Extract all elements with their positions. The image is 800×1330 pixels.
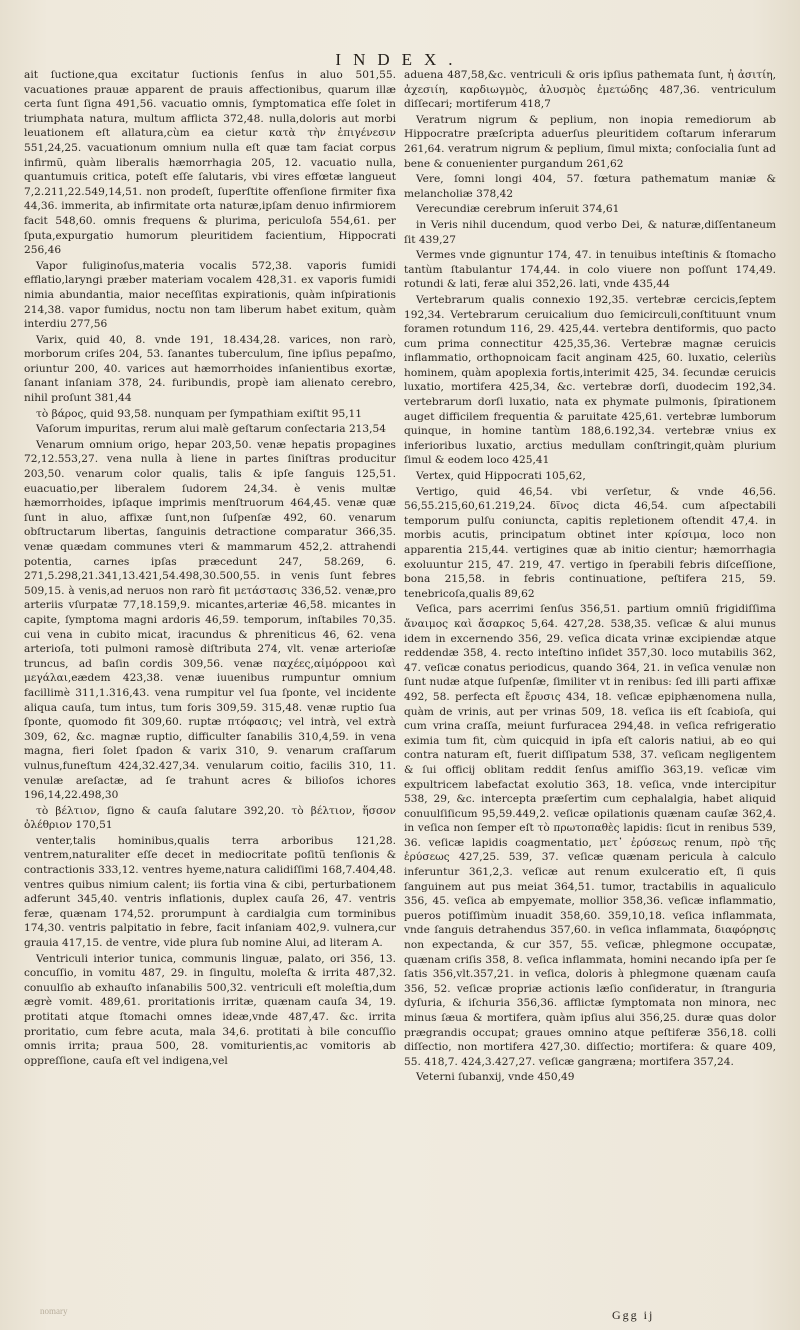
index-entry: Vermes vnde gignuntur 174, 47. in tenuibus inteſtinis & ſtomacho tantùm ſtabulantur 174,44. in colo viuere non poſſunt 174,49. rotundi & lati, feræ alui 352,26. lati, vnde 435,44 (404, 249, 776, 291)
index-entry: Veratrum nigrum & peplium, non inopia remediorum ab Hippocratre præſcripta aduerſus pleuritidem coſtarum inferarum 261,64. veratrum nigrum & peplium, ſimul mixta; conſocialia ſunt ad bene & conuenienter purgandum 261,62 (404, 113, 776, 170)
index-entry: τὸ βέλτιον, ſigno & cauſa ſalutare 392,20. τὸ βέλτιον, ἥσσον ὀλέθριον 170,51 (24, 804, 396, 832)
index-entry: ait ſuctione,qua excitatur ſuctionis ſenſus in aluo 501,55. vacuationes prauæ apparent de prauis affectionibus, quarum illæ certa ſunt ſigna 491,56. vacuatio omnis, ſymptomatica eſſe ſolet in triumphata natura, multum afflicta 372,48. nulla,doloris aut morbi leuationem eſt allatura,cùm ea cietur κατὰ τὴν ἐπιγένεσιν 551,24,25. vacuationum omnium nulla eſt quæ tam faciat corpus infirmũ, quàm liberalis hæmorrhagia 205, 12. vacuatio nulla, quantumuis critica, poteſt eſſe ſalutaris, vbi vires effœtæ langueut 7,2.211,22.549,14,51. non prodeſt, ſuperſtite offenſione firmiter fixa 44,36. immerita, ab infirmitate orta naturæ,ipſam denuo infirmiorem facit 548,60. omnis frequens & plurima, periculoſa 554,61. per ſputa,expurgatio humorum pleuritidem facientium, Hippocrati 256,46 (24, 69, 396, 257)
index-entry: Veterni ſubanxij, vnde 450,49 (416, 1071, 575, 1084)
index-entry: Vertigo, quid 46,54. vbi verſetur, & vnde 46,56. 56,55.215,60,61.219,24. δῖνος dicta 46,54. cum aſpectabili temporum pulſu coniuncta, capitis repletionem oſtendit 47,4. in morbis acutis, principatum obtinet inter κρίσιμα, loco non apparentia 215,44. vertigines quæ ab initio cientur; hæmorrhagia exoluuntur 215, 47. 219, 47. vertigo in ſperabili febris diſceſſione, bona 215,58. in febris continuatione, peſtifera 215, 59. tenebricoſa,qualis 89,62 (404, 485, 776, 600)
index-entry: aduena 487,58,&c. ventriculi & oris ipſius pathemata ſunt, ἡ ἀσιτίη, ἀχεσιίη, καρδιωγμὸς, ἀλυσμὸς ἐμετώδης 487,36. ventriculum diſſecari; mortiferum 418,7 (404, 69, 776, 111)
index-entry: Vapor fuliginoſus,materia vocalis 572,38. vaporis fumidi efflatio,laryngi præber materiam vocalem 428,31. ex vaporis fumidi nimia abundantia, maior neceſſitas expirationis, quàm inſpirationis 214,38. vapor fumidus, noctu non tam liberum habet exitum, quàm interdiu 277,56 (24, 259, 396, 331)
index-entry: Vertex, quid Hippocrati 105,62, (416, 470, 586, 483)
index-entry: Venarum omnium origo, hepar 203,50. venæ hepatis propagines 72,12.553,27. vena nulla à liene in partes ſiniſtras producitur 203,50. venarum color qualis, talis & ipſe ſanguis 125,51. euacuatio,per liberalem ſudorem 24,34. è venis multæ hæmorrhoides, ipſaque imprimis menſtruorum 464,45. venæ quæ ſunt in aluo, affixæ ſunt,non ſuſpenſæ 492, 60. venarum obſtructarum libertas, ſanguinis detractione comparatur 366,35. venæ quædam communes vteri & mammarum 452,2. attrahendi potentia, carnes ipſas præcedunt 247, 58.269, 6. 271,5.298,21.341,13.421,54.498,30.500,55. in venis ſunt febres 509,15. à venis,ad neruos non rarò fit μετάστασις 336,52. venæ,pro arteriis vſurpatæ 77,18.159,9. micantes,arteriæ 46,58. micantes in capite, ſymptoma magni ardoris 46,59. temporum, inſtabiles 70,35. cui vena in cubito micat, iracundus & phreniticus 46, 62. vena arterioſa, toti pulmoni ramosè diſtributa 274, vlt. venæ arterioſæ truncus, ad baſin cordis 309,56. venæ παχέες,αἱμόρροοι καὶ μεγάλαι,eædem 423,38. venæ iuuenibus rumpuntur omnium facillimè 311,1.316,43. vena rumpitur vel ſua ſponte, vel incidente aliqua cauſa, tum intus, tum foris 309,59. 315,48. venæ ruptio ſua ſponte, quomodo fit 309,60. ruptæ πτόφασις; vel intrà, vel extrà 309, 62, &c. magnæ ruptio, difficulter ſanabilis 310,4,59. in vena magna, fieri ſolet ſpadon & varix 310, 9. venarum craſſarum vulnus,funeſtum 424,32.427,34. venularum coitio, facilis 310, 11. venulæ areſactæ, ad ſe trahunt acres & bilioſos ichores 196,14,22.498,30 (24, 438, 396, 802)
index-entry: τὸ βάρος, quid 93,58. nunquam per ſympathiam exiſtit 95,11 (36, 407, 363, 420)
index-entry: Vere, ſomni longi 404, 57. fœtura pathematum maniæ & melancholiæ 378,42 (404, 173, 776, 200)
right-column (404, 68, 776, 1308)
index-entry: in Veris nihil ducendum, quod verbo Dei, & naturæ,diſſentaneum ſit 439,27 (404, 218, 776, 246)
index-entry: Vaſorum impuritas, rerum alui malè geſtarum conſectaria 213,54 (36, 423, 387, 436)
stamp-mark: nomary (40, 1306, 68, 1316)
signature-mark: Ggg ij (612, 1308, 655, 1322)
index-entry: Verecundiæ cerebrum inſeruit 374,61 (416, 203, 620, 216)
left-column (24, 68, 396, 1308)
page-header: INDEX. (335, 50, 465, 69)
index-entry: Ventriculi interior tunica, communis linguæ, palato, ori 356, 13. concuſſio, in vomitu 487, 29. in ſingultu, moleſta & irrita 487,32. conuulſio ab exhauſto inſanabilis 500,32. ventriculi eſt moleſtia,dum ægrè vomit. 489,61. proritationis irritæ, quænam cauſa 34, 19. protitati atque ſtomachi omnes ideæ,vnde 487,47. &c. irrita proritatio, cum febre acuta, mala 34,6. protitati à bile concuſſio omnis irrita; praua 500, 28. vomiturientis,ac vomitoris ab oppreſſione, cauſa eſt vel indigena,vel (24, 952, 396, 1067)
index-entry: venter,talis hominibus,qualis terra arboribus 121,28. ventrem,naturaliter eſſe decet in mediocritate poſitũ tenſionis & contractionis 333,12. ventres hyeme,natura calidiſſimi 168,7.404,48. ventres quibus nimium calent; iis fortia vina & cibi, perturbationem adferunt 345,40. ventris inflationis, duplex cauſa 26, 47. ventris feræ, quænam 174,52. prorumpunt à cardialgia cum torminibus 174,30. ventris palpitatio in febre, facit inſaniam 402,9. vulnera,cur grauia 417,15. de ventre, vide plura ſub nomine Alui, ad literam A. (24, 834, 396, 950)
index-entry: Veſica, pars acerrimi ſenſus 356,51. partium omniũ frigidiſſima ἄναιμος καὶ ἄσαρκος 5,64. 427,28. 538,35. veſicæ & alui munus idem in excernendo 356, 29. veſica dicata vrinæ excipiendæ atque reddendæ 358, 4. recto inteſtino inſidet 357,30. loco mutabilis 362, 47. veſicæ conatus periodicus, quando 364, 21. in veſica venulæ non ſunt nudæ atque ſuſpenſæ, ſimiliter vt in renibus: ſed illi parti affixæ 492, 58. perfecta eſt ἔρυσις 434, 18. veſicæ epiphænomena nulla, quàm de vrinis, aut per vrinas 509, 18. veſica iis eſt ſcabioſa, qui cum vrina craſſa, meiunt furfuracea 294,48. in veſica refrigeratio eximia tum fit, cùm quicquid in ipſa eſt caloris natiui, ab eo qui contra naturam eſt, fuerit diſſipatum 538, 37. veſicam negligentem & ſui officij oblitam reddit ſenſus amiſſio 363,19. veſicæ vim expultricem labefactat exolutio 363, 18. veſica, vnde intercipitur 538, 29, &c. intercepta præſertim cum cephalalgia, habet aliquid conuulſiſicum 95,59.449,2. veſicæ opilationis quænam cauſæ 362,4. in veſica non ſemper eſt τὸ πρωτοπαθὲς lapidis: ſicut in renibus 539, 36. veſicæ lapidis coagmentatio, μετ᾽ ἐρύσεως renum, πρὸ τῆς ἐρύσεως 427,25. 539, 37. veſicæ quænam pericula à calculo inferuntur 361,2,3. veſicæ aut renum exulceratio eſt, ſi quis ſanguinem aut pus meiat 364,51. tumor, tractabilis in aqualiculo 356, 45. veſica ab empyemate, mollior 358,36. veſicæ inflammatio, pueros potiſſimùm inuadit 358,60. 359,10,18. veſica inflammata, vnde ſanguis detrahendus 357,60. in veſica inflammata, διαφόρησις non expectanda, & cur 357, 55. veſicæ, phlegmone occupatæ, quænam criſis 358, 8. veſica inflammata, homini necando ipſa per ſe ſatis 356,vlt.357,21. in veſica, doloris à phlegmone quænam cauſa 356, 52. veſicæ propriæ actionis læſio conſideratur, in ſtranguria dyſuria, & iſchuria 356,36. afflictæ ſymptomata non minora, nec minus ſæua & mortifera, quàm ipſius alui 356,25. duræ quas dolor prægrandis occupat; graues omnino atque peſtiferæ 356,18. colli diſſectio, non mortifera 427,30. diſſectio; mortifera: & quare 409, 55. 418,7. 424,3.427,27. veſicæ gangræna; mortifera 357,24. (404, 603, 776, 1068)
index-entry: Varix, quid 40, 8. vnde 191, 18.434,28. varices, non rarò, morborum criſes 204, 53. ſanantes tuberculum, ſine ipſius pepaſmo, oriuntur 200, 40. varices aut hæmorrhoides inſanientibus exortæ, ſanant inſaniam 378, 24. furibundis, propè iam alienato cerebro, nihil proſunt 381,44 (24, 333, 396, 405)
index-entry: Vertebrarum qualis connexio 192,35. vertebræ cercicis,ſeptem 192,34. Vertebrarum ceruicalium duo ſemicirculi,conſtituunt vnum foramen rotundum 116, 29. 425,44. vertebra dentiformis, quo pacto cum prima connectitur 425,35,36. Vertebræ magnæ ceruicis inflammatio, orthopnoicam facit anginam 425, 60. luxatio, celeriùs hominem, quàm apoplexia fortis,interimit 425, 34. ſecundæ ceruicis luxatio, mortifera 425,34, &c. vertebræ dorſi, duodecim 192,34. vertebrarum dorſi luxatio, nata ex phymate pulmonis, ſpirationem auget difficilem frequentia & paruitate 425,61. vertebræ lumborum quinque, in homine tantùm 188,6.192,34. vertebræ vnius ex inferioribus luxatio, arctius medullam conſtringit,quàm plurium ſimul & eodem loco 425,41 (404, 293, 776, 467)
